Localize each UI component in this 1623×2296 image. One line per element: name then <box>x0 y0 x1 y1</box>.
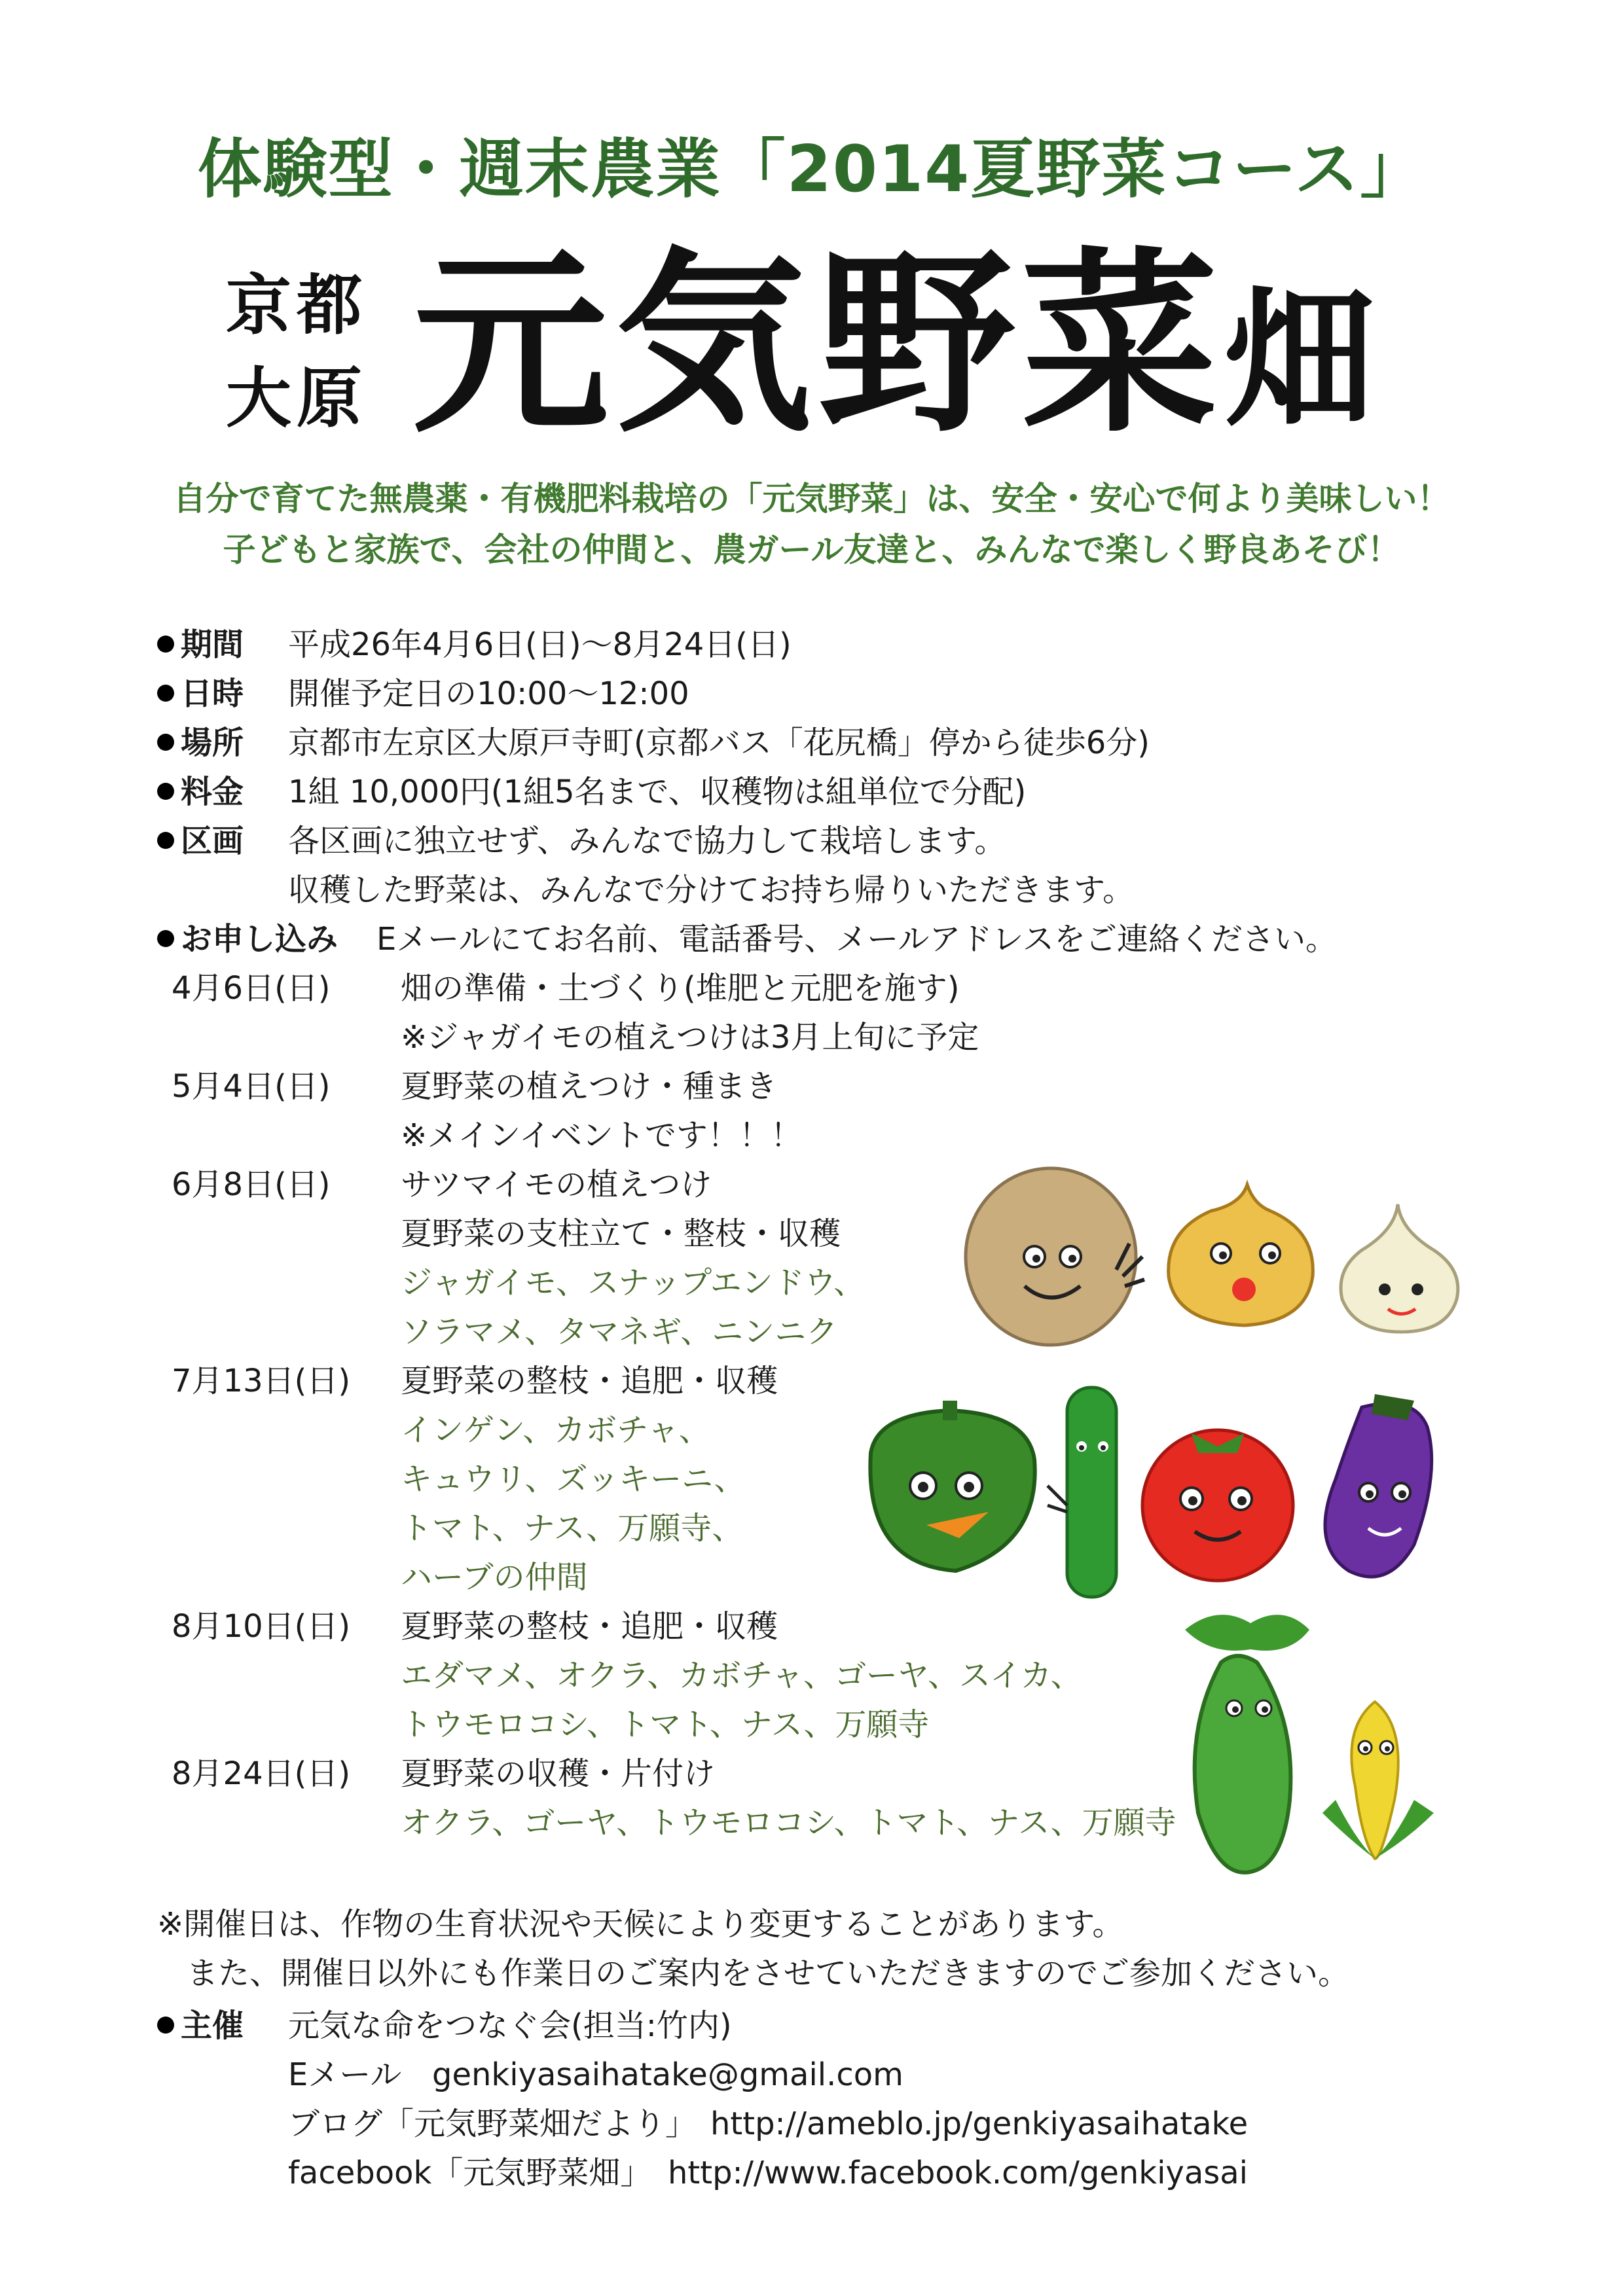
period-label: 期間 <box>181 626 244 663</box>
bullet-icon <box>157 2017 174 2034</box>
organizer-name: 元気な命をつなぐ会(担当:竹内) <box>288 2007 732 2044</box>
corn-icon <box>1322 1702 1434 1859</box>
email-label: Eメール <box>288 2056 402 2093</box>
time-value: 開催予定日の10:00～12:00 <box>288 675 689 712</box>
bitter-gourd-icon <box>1185 1615 1309 1873</box>
schedule-line: サツマイモの植えつけ <box>401 1166 712 1203</box>
vegetable-list-line: キュウリ、ズッキーニ、 <box>401 1461 746 1498</box>
schedule-date: 6月8日(日) <box>172 1166 331 1203</box>
tagline-line-1: 自分で育てた無農薬・有機肥料栽培の「元気野菜」は、安全・安心で何より美味しい！ <box>173 480 1450 518</box>
potato-icon <box>966 1168 1144 1345</box>
fee-value: 1組 10,000円(1組5名まで、収穫物は組単位で分配) <box>288 774 1027 810</box>
schedule-date: 8月24日(日) <box>172 1755 351 1792</box>
vegetable-list-line: トウモロコシ、トマト、ナス、万願寺 <box>401 1706 930 1743</box>
email-address[interactable]: genkiyasaihatake@gmail.com <box>432 2056 903 2093</box>
green-pepper-icon <box>870 1401 1034 1571</box>
genki-yasai-hatake-logo <box>412 228 1434 471</box>
bullet-icon <box>157 832 174 849</box>
vegetables-row-2-illustration <box>851 1374 1473 1610</box>
place-label: 場所 <box>181 725 244 761</box>
flyer-title: 体験型・週末農業「2014夏野菜コース」 <box>197 132 1426 207</box>
tagline-line-2: 子どもと家族で、会社の仲間と、農ガール友達と、みんなで楽しく野良あそび！ <box>223 531 1400 569</box>
vegetable-list-line: オクラ、ゴーヤ、トウモロコシ、トマト、ナス、万願寺 <box>401 1804 1176 1841</box>
vegetable-list-line: トマト、ナス、万願寺、 <box>401 1510 744 1547</box>
info-period <box>157 625 244 664</box>
schedule-line: 夏野菜の収穫・片付け <box>401 1755 716 1792</box>
info-plot <box>157 821 244 861</box>
schedule-line: 畑の準備・土づくり(堆肥と元肥を施す) <box>401 970 960 1007</box>
schedule-date: 7月13日(日) <box>172 1363 351 1399</box>
vegetable-list-line: ハーブの仲間 <box>401 1559 588 1596</box>
blog-label: ブログ「元気野菜畑だより」 <box>288 2106 697 2142</box>
bullet-icon <box>157 930 174 947</box>
vegetable-list-line: エダマメ、オクラ、カボチャ、ゴーヤ、スイカ、 <box>401 1657 1082 1694</box>
schedule-line: 夏野菜の整枝・追肥・収穫 <box>401 1608 778 1645</box>
vegetable-list-line: ジャガイモ、スナップエンドウ、 <box>401 1265 865 1301</box>
vegetable-list-line: ソラマメ、タマネギ、ニンニク <box>401 1314 838 1350</box>
facebook-label: facebook「元気野菜畑」 <box>288 2155 652 2191</box>
eggplant-icon <box>1325 1394 1432 1577</box>
facebook-url[interactable]: http://www.facebook.com/genkiyasai <box>668 2155 1248 2191</box>
location-line-ohara: 大原 <box>226 359 367 437</box>
apply-value: Eメールにてお名前、電話番号、メールアドレスをご連絡ください。 <box>376 921 1337 958</box>
period-value: 平成26年4月6日(日)～8月24日(日) <box>288 626 792 663</box>
bullet-icon <box>157 783 174 800</box>
info-apply <box>157 920 338 959</box>
time-label: 日時 <box>181 675 244 712</box>
bullet-icon <box>157 685 174 702</box>
bullet-icon <box>157 636 174 653</box>
onion-icon <box>1169 1185 1313 1325</box>
schedule-date: 4月6日(日) <box>172 970 331 1007</box>
info-time <box>157 674 244 713</box>
schedule-date: 5月4日(日) <box>172 1068 331 1105</box>
note-line-2: また、開催日以外にも作業日のご案内をさせていただきますのでご参加ください。 <box>187 1955 1350 1992</box>
logo-main-text: 元気野菜 <box>412 228 1224 459</box>
vegetable-list-line: インゲン、カボチャ、 <box>401 1412 710 1448</box>
schedule-date: 8月10日(日) <box>172 1608 351 1645</box>
place-value: 京都市左京区大原戸寺町(京都バス「花尻橋」停から徒歩6分) <box>288 725 1150 761</box>
logo-end-text: 畑 <box>1224 272 1382 448</box>
note-line-1: ※開催日は、作物の生育状況や天候により変更することがあります。 <box>157 1906 1124 1943</box>
vegetables-row-3-illustration <box>1159 1604 1467 1892</box>
schedule-line: ※メインイベントです！！！ <box>401 1117 802 1154</box>
schedule-line: 夏野菜の整枝・追肥・収穫 <box>401 1363 778 1399</box>
tomato-icon <box>1142 1430 1293 1581</box>
info-fee <box>157 772 244 812</box>
schedule-line: 夏野菜の植えつけ・種まき <box>401 1068 778 1105</box>
plot-value: 各区画に独立せず、みんなで協力して栽培します。 <box>288 823 1006 859</box>
schedule-line: ※ジャガイモの植えつけは3月上旬に予定 <box>401 1019 979 1056</box>
cucumber-icon <box>1048 1388 1116 1597</box>
fee-label: 料金 <box>181 774 244 810</box>
plot-label: 区画 <box>181 823 244 859</box>
location-label <box>226 259 396 444</box>
plot-value-2: 収穫した野菜は、みんなで分けてお持ち帰りいただきます。 <box>288 872 1135 908</box>
organizer-heading <box>157 2006 244 2045</box>
schedule-line: 夏野菜の支柱立て・整枝・収穫 <box>401 1215 841 1252</box>
organizer-label: 主催 <box>181 2007 244 2044</box>
apply-label: お申し込み <box>181 921 338 958</box>
location-line-kyoto: 京都 <box>226 266 367 344</box>
blog-url[interactable]: http://ameblo.jp/genkiyasaihatake <box>710 2106 1249 2142</box>
bullet-icon <box>157 734 174 751</box>
garlic-icon <box>1341 1204 1458 1332</box>
info-place <box>157 723 244 762</box>
vegetables-row-1-illustration <box>949 1158 1473 1374</box>
